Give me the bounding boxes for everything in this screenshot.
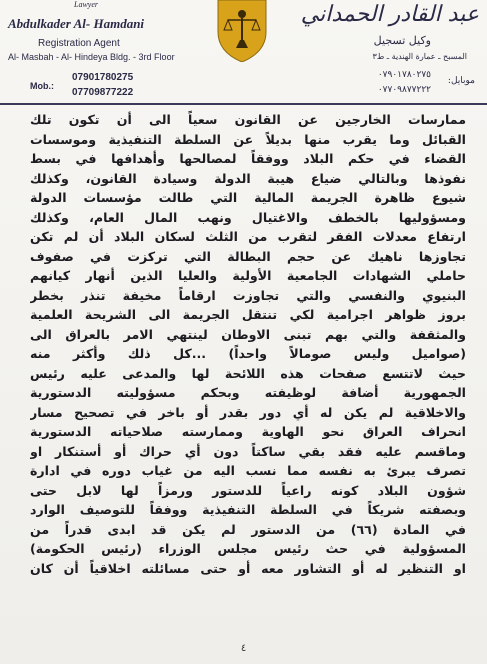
body-line: الجمهورية أضافة لوظيفته وبحكم مسؤوليته الدستورية xyxy=(30,385,466,400)
body-line: البنيوي والنفسي والتي تجاوزت ارقاماً مخيفة تنذر بخطر xyxy=(30,287,466,303)
name-ar: عبد القادر الحمداني xyxy=(300,2,479,27)
body-line: المسؤولية في حث رئيس مجلس الوزراء (رئيس الحكومة) xyxy=(30,541,466,556)
address-ar: المسبح ـ عمارة الهندية ـ ط٣ xyxy=(372,52,467,61)
body-line: تجاوزها ناهيك عن حجم البطالة التي تركزت في صفوف xyxy=(30,248,466,264)
mobile-label-en: Mob.: xyxy=(30,81,54,91)
phone-en-1: 07901780275 xyxy=(72,72,134,83)
body-line: ممارسات الخارجين عن القانون سعياً الى أن تكون تلك xyxy=(30,112,466,127)
phone-ar-2: ٠٧٧٠٩٨٧٧٢٢٢ xyxy=(377,85,431,95)
body-line: شؤون البلاد كونه راعياً للدستور ورمزاً لها لابل حتى xyxy=(30,482,466,498)
body-line: نفوذها وبالتالي ضياع هيبة الدولة وسيادة القانون، وكذلك xyxy=(30,170,466,186)
body-line: تصرف يبرئ به نفسه مما نسب اليه من غياب دوره في ادارة xyxy=(30,463,466,478)
body-line: في المادة (٦٦) من الدستور لم يكن قد ابدى قدراً من xyxy=(30,521,466,537)
page-number: ٤ xyxy=(240,643,247,654)
body-line: حيث لاتتسع صفحات هذه اللائحة لها والمدعى عليه رئيس xyxy=(30,365,466,381)
phone-ar-1: ٠٧٩٠١٧٨٠٢٧٥ xyxy=(377,70,431,80)
phone-en-2: 07709877222 xyxy=(72,87,134,98)
body-line: وماقسم عليه فقد بقي ساكتاً دون أي حراك أو أستنكار او xyxy=(30,443,466,459)
body-line: شيوع ظاهرة الجريمة المالية التي طالت مؤسسات الدولة xyxy=(30,190,466,205)
body-line: والمثقفة والتي بهم تبنى الاوطان لينتهي الامر بالعراق الى xyxy=(30,326,466,342)
letterhead-divider xyxy=(0,103,487,105)
address-en: Al- Masbah - Al- Hindeya Bldg. - 3rd Floor xyxy=(8,52,175,62)
phones-ar xyxy=(378,68,431,98)
body-line: ارتفاع معدلات الفقر لتقرب من الثلث لسكان البلاد أن لم تكن xyxy=(30,229,466,244)
role-en: Lawyer xyxy=(74,0,98,9)
title-ar: وكيل تسجيل xyxy=(373,34,431,47)
justice-logo-icon xyxy=(214,0,270,62)
body-line: وبصفته شريكاً في السلطة التنفيذية ووفقاً للتوصيف الوارد xyxy=(30,502,466,517)
name-en: Abdulkader Al- Hamdani xyxy=(8,16,145,31)
title-en: Registration Agent xyxy=(38,38,120,49)
body-line: او التنظير له أو التشاور معه أو حتى مسائلته اخلاقياً أن كان xyxy=(30,560,466,576)
mobile-label-ar: موبايل: xyxy=(447,76,475,86)
body-text xyxy=(30,110,466,578)
body-line: انحراف العراق نحو الهاوية وممارسته صلاحياته الدستورية xyxy=(30,424,466,439)
body-line: بروز ظواهر اجرامية لكي تنتقل الجريمة الى الشريحة العلمية xyxy=(30,307,466,322)
body-line: حاملي الشهادات الجامعية الأولية والعليا الذين أنهار كيانهم xyxy=(30,268,466,283)
body-line: ومسؤوليها بالخطف والاغتيال ونهب المال العام، وكذلك xyxy=(30,209,466,225)
body-line: (صواميل وليس صومالاً واحداً) ...كل ذلك وأكثر منه xyxy=(30,346,466,361)
body-line: القبائل وما يقرب منها بديلاً عن السلطة التنفيذية وموسسات xyxy=(30,131,466,147)
body-line: القضاء في حكم البلاد ووفقاً لمصالحها وأهدافها في بسط xyxy=(30,151,466,166)
body-line: والاخلاقية لم يكن له أي دور بقدر أو باخر في تصحيح مسار xyxy=(30,404,466,420)
